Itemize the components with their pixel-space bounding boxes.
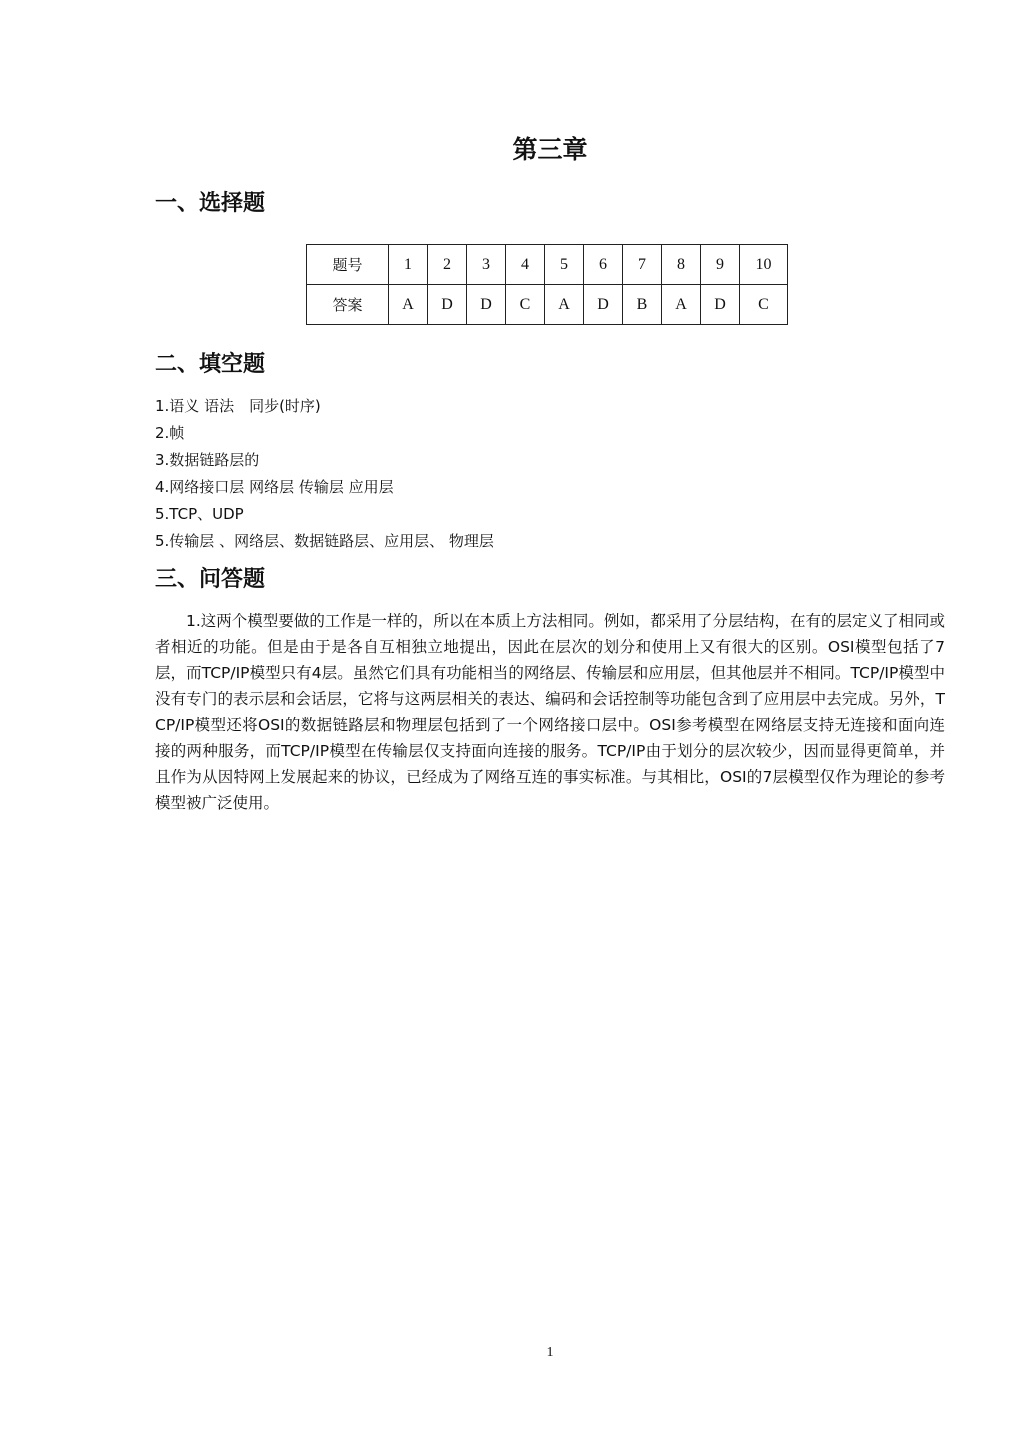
- question-number-label: 题号: [307, 245, 389, 285]
- question-number-cell: 6: [584, 245, 623, 285]
- qa-answer-paragraph: 1.这两个模型要做的工作是一样的，所以在本质上方法相同。例如，都采用了分层结构，在有的层定义了相同或者相近的功能。但是由于是各自互相独立地提出，因此在层次的划分和使用上又有很大的区别。OSI模型包括了7层，而TCP/IP模型只有4层。虽然它们具有功能相当的网络层、传输层和应用层，但其他层并不相同。TCP/IP模型中没有专门的表示层和会话层，它将与这两层相关的表达、编码和会话控制等功能包含到了应用层中去完成。另外，TCP/IP模型还将OSI的数据链路层和物理层包括到了一个网络接口层中。OSI参考模型在网络层支持无连接和面向连接的两种服务，而TCP/IP模型在传输层仅支持面向连接的服务。TCP/IP由于划分的层次较少，因而显得更简单，并且作为从因特网上发展起来的协议，已经成为了网络互连的事实标准。与其相比，OSI的7层模型仅作为理论的参考模型被广泛使用。: [155, 612, 945, 812]
- fill-answer-item: 4.网络接口层 网络层 传输层 应用层: [155, 478, 394, 496]
- chapter-title: 第三章: [512, 135, 588, 164]
- answer-cell: C: [740, 285, 788, 325]
- page-number: 1: [546, 1345, 554, 1360]
- answer-cell: B: [623, 285, 662, 325]
- question-number-cell: 10: [740, 245, 788, 285]
- fill-answer-item: 3.数据链路层的: [155, 451, 260, 469]
- answer-cell: D: [701, 285, 740, 325]
- answer-cell: A: [389, 285, 428, 325]
- question-number-cell: 4: [506, 245, 545, 285]
- question-number-cell: 1: [389, 245, 428, 285]
- question-number-cell: 3: [467, 245, 506, 285]
- fill-answer-item: 1.语义 语法 同步(时序): [155, 397, 321, 415]
- answer-cell: A: [662, 285, 701, 325]
- fill-answer-item: 2.帧: [155, 424, 185, 442]
- answer-table: [306, 244, 788, 325]
- section-heading-qa: 三、问答题: [155, 567, 266, 592]
- section-heading-fill: 二、填空题: [155, 352, 266, 377]
- answer-row: [307, 285, 788, 325]
- answer-cell: D: [428, 285, 467, 325]
- fill-answer-item: 5.TCP、UDP: [155, 505, 244, 523]
- answer-cell: D: [584, 285, 623, 325]
- question-number-cell: 2: [428, 245, 467, 285]
- question-number-cell: 5: [545, 245, 584, 285]
- question-number-cell: 9: [701, 245, 740, 285]
- answer-cell: D: [467, 285, 506, 325]
- section-heading-choice: 一、选择题: [155, 191, 266, 216]
- question-number-cell: 8: [662, 245, 701, 285]
- answer-cell: C: [506, 285, 545, 325]
- question-number-row: [307, 245, 788, 285]
- fill-answer-list: [155, 393, 494, 555]
- answer-cell: A: [545, 285, 584, 325]
- answer-label: 答案: [307, 285, 389, 325]
- question-number-cell: 7: [623, 245, 662, 285]
- fill-answer-item: 5.传输层 、网络层、数据链路层、应用层、 物理层: [155, 532, 494, 550]
